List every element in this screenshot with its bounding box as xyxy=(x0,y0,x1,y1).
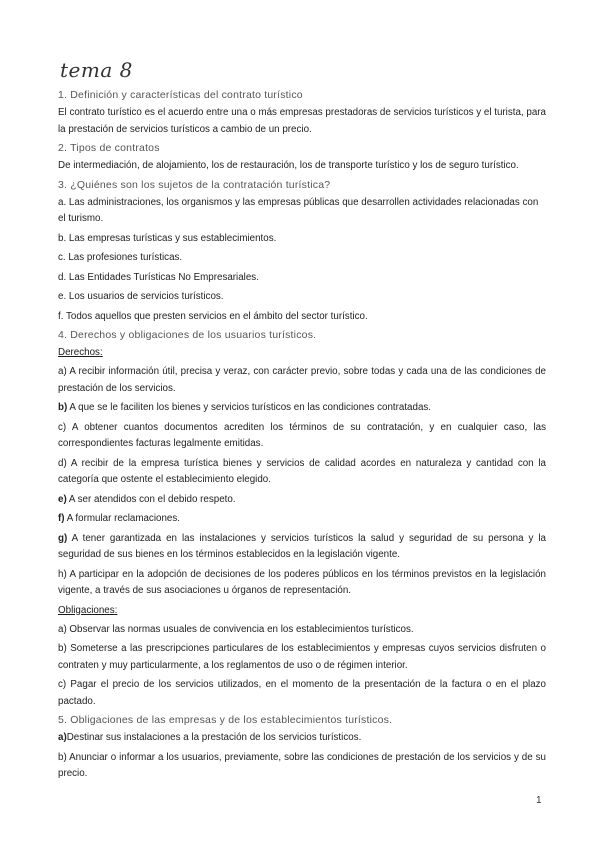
paragraph-contract-types: De intermediación, de alojamiento, los de restauración, los de transporte turístico y los de seguro turístico. xyxy=(58,160,519,171)
list-item: b) Anunciar o informar a los usuarios, previamente, sobre las condiciones de prestación de los servicios y de su precio. xyxy=(58,751,546,779)
section-heading-1: 1. Definición y características del contrato turístico xyxy=(58,89,303,101)
page-number: 1 xyxy=(536,795,542,806)
list-item: c. Las profesiones turísticas. xyxy=(58,252,183,263)
list-item: b) Someterse a las prescripciones particulares de los establecimientos y empresas cuyos servicios disfruten o contraten y muy particularmente, a los reglamentos de uso o de régimen interior. xyxy=(58,643,546,671)
section-heading-5: 5. Obligaciones de las empresas y de los establecimientos turísticos. xyxy=(58,714,393,726)
list-item: a) A recibir información útil, precisa y veraz, con carácter previo, sobre todas y cada una de las condiciones de prestación de los servicios. xyxy=(58,366,546,394)
section-heading-4: 4. Derechos y obligaciones de los usuarios turísticos. xyxy=(58,329,317,341)
list-item: b. Las empresas turísticas y sus establecimientos. xyxy=(58,232,277,244)
list-item: e) A ser atendidos con el debido respeto. xyxy=(58,493,236,505)
list-item: h) A participar en la adopción de decisiones de los poderes públicos en los términos previstos en la legislación vigente, a través de sus asociaciones u órganos de representación. xyxy=(58,568,546,596)
list-item: d. Las Entidades Turísticas No Empresariales. xyxy=(58,271,259,283)
section-heading-3: 3. ¿Quiénes son los sujetos de la contratación turística? xyxy=(58,178,331,191)
list-item: a)Destinar sus instalaciones a la prestación de los servicios turísticos. xyxy=(58,732,362,743)
list-item: f) A formular reclamaciones. xyxy=(58,513,180,524)
section-heading-2: 2. Tipos de contratos xyxy=(58,142,160,154)
list-item: g) A tener garantizada en las instalaciones y servicios turísticos la salud y seguridad de su persona y la seguridad de sus bienes en los términos establecidos en la legislación vigente. xyxy=(58,532,546,560)
document-content xyxy=(58,58,546,786)
list-item: b) A que se le faciliten los bienes y servicios turísticos en las condiciones contratadas. xyxy=(58,402,432,413)
list-item: a. Las administraciones, los organismos y las empresas públicas que desarrollen actividades relacionadas con el turismo. xyxy=(58,196,539,224)
list-item: e. Los usuarios de servicios turísticos. xyxy=(58,291,224,302)
list-item: c) Pagar el precio de los servicios utilizados, en el momento de la presentación de la factura o en el plazo pactado. xyxy=(58,679,546,707)
obligations-subheading: Obligaciones: xyxy=(58,604,118,616)
list-item: f. Todos aquellos que presten servicios en el ámbito del sector turístico. xyxy=(58,310,368,322)
page-title: tema 8 xyxy=(60,58,133,82)
list-item: a) Observar las normas usuales de convivencia en los establecimientos turísticos. xyxy=(58,623,414,635)
list-item: c) A obtener cuantos documentos acrediten los términos de su contratación, y en cualquier caso, las correspondientes facturas legalmente emitidas. xyxy=(58,421,546,449)
list-item: d) A recibir de la empresa turística bienes y servicios de calidad acordes en naturaleza y cantidad con la categoría que ostente el establecimiento elegido. xyxy=(58,457,546,485)
rights-subheading: Derechos: xyxy=(58,347,103,358)
paragraph-definition: El contrato turístico es el acuerdo entre una o más empresas prestadoras de servicios turísticos y el turista, para la prestación de servicios turísticos a cambio de un precio. xyxy=(58,107,546,135)
